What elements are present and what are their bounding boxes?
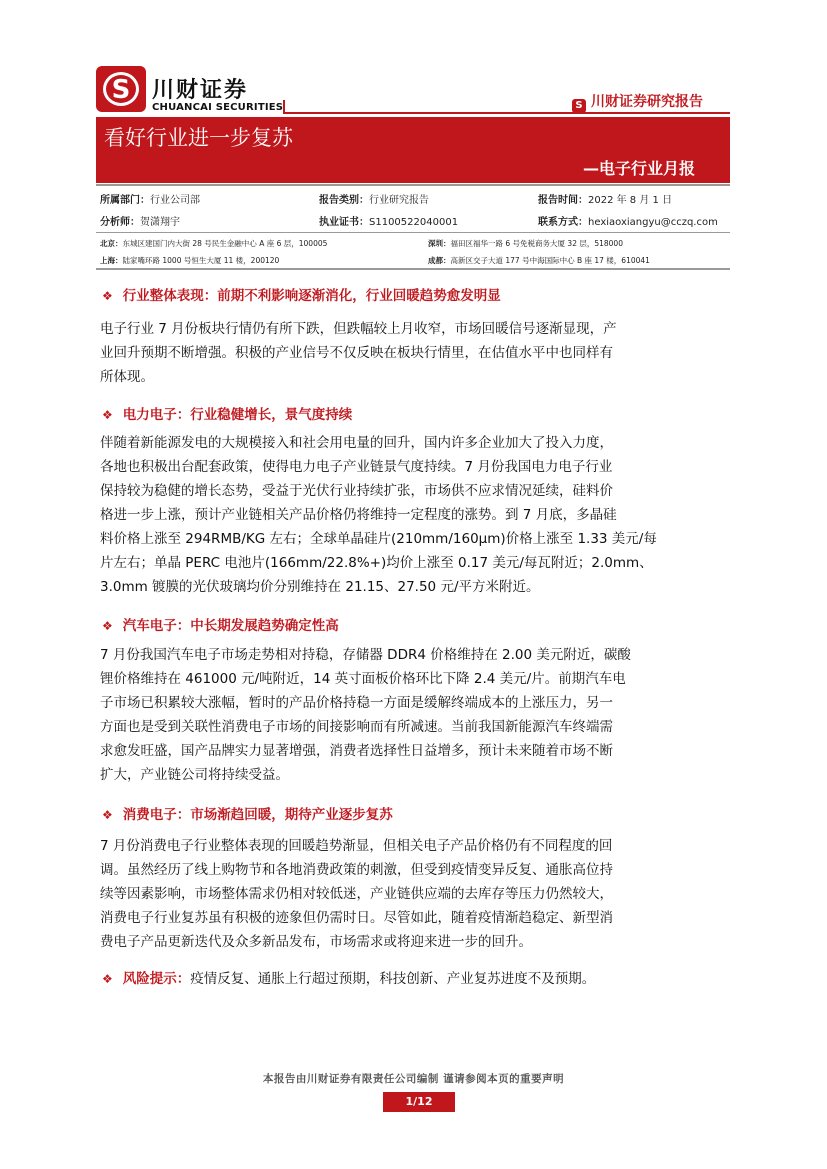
section-body-consumer xyxy=(100,834,728,954)
brand-name-cn: 川财证券 xyxy=(152,78,249,103)
risk-label: 风险提示： xyxy=(122,971,191,987)
address-city: 上海： xyxy=(100,256,123,265)
address-shenzhen xyxy=(428,238,623,249)
diamond-bullet-icon: ❖ xyxy=(102,972,113,986)
risk-text: 疫情反复、通胀上行超过预期，科技创新、产业复苏进度不及预期。 xyxy=(190,971,596,987)
contact-field xyxy=(538,213,718,228)
body-line: 保持较为稳健的增长态势，受益于光伏行业持续扩张，市场供不应求情况延续，硅料价 xyxy=(100,483,613,499)
risk-note xyxy=(102,967,595,987)
section-body-power xyxy=(100,431,728,599)
dept-label: 所属部门： xyxy=(100,195,150,206)
info-separator xyxy=(96,232,730,233)
cert-label: 执业证书： xyxy=(319,217,369,228)
address-beijing xyxy=(100,238,327,249)
body-line: 电子行业 7 月份板块行情仍有所下跌，但跌幅较上月收窄，市场回暖信号逐渐显现，产 xyxy=(100,321,617,337)
address-city: 深圳： xyxy=(428,239,451,248)
time-value: 2022 年 8 月 1 日 xyxy=(588,195,673,206)
logo-mini-icon: S xyxy=(572,99,586,113)
body-line: 片左右；单晶 PERC 电池片(166mm/22.8%+)均价上涨至 0.17 美元/每瓦附近；2.0mm、 xyxy=(100,555,653,571)
body-line: 伴随着新能源发电的大规模接入和社会用电量的回升，国内许多企业加大了投入力度， xyxy=(100,435,613,451)
type-label: 报告类别： xyxy=(319,195,369,206)
body-line: 所体现。 xyxy=(100,369,154,385)
report-tag xyxy=(572,91,703,113)
address-city: 成都： xyxy=(428,256,451,265)
diamond-bullet-icon: ❖ xyxy=(102,289,113,303)
section-heading-power xyxy=(102,403,352,423)
body-line: 消费电子行业复苏虽有积极的迹象但仍需时日。尽管如此，随着疫情渐趋稳定、新型消 xyxy=(100,910,613,926)
report-subtitle: —电子行业月报 xyxy=(583,159,696,178)
address-city: 北京： xyxy=(100,239,123,248)
body-line: 续等因素影响，市场整体需求仍相对较低迷，产业链供应端的去库存等压力仍然较大， xyxy=(100,886,613,902)
footer-disclaimer: 本报告由川财证券有限责任公司编制 谨请参阅本页的重要声明 xyxy=(262,1073,565,1085)
analyst-value: 贺潇翔宇 xyxy=(140,217,180,228)
time-field xyxy=(538,191,672,206)
section-heading-text: 电力电子：行业稳健增长，景气度持续 xyxy=(122,407,353,423)
brand-name-en: CHUANCAI SECURITIES xyxy=(152,102,284,113)
body-line: 方面也是受到关联性消费电子市场的间接影响而有所减速。当前我国新能源汽车终端需 xyxy=(100,719,613,735)
address-shanghai xyxy=(100,255,279,266)
section-body-auto xyxy=(100,643,728,787)
section-heading-industry xyxy=(102,284,501,304)
diamond-bullet-icon: ❖ xyxy=(102,808,113,822)
contact-value[interactable]: hexiaoxiangyu@cczq.com xyxy=(588,217,718,228)
address-text: 东城区建国门内大街 28 号民生金融中心 A 座 6 层，100005 xyxy=(122,239,328,248)
body-line: 调。虽然经历了线上购物节和各地消费政策的刺激，但受到疫情变异反复、通胀高位持 xyxy=(100,862,613,878)
info-top-rule xyxy=(96,184,730,186)
body-line: 锂价格维持在 461000 元/吨附近，14 英寸面板价格环比下降 2.4 美元/片。前期汽车电 xyxy=(100,671,626,687)
body-line: 费电子产品更新迭代及众多新品发布，市场需求或将迎来进一步的回升。 xyxy=(100,934,532,950)
body-line: 7 月份我国汽车电子市场走势相对持稳，存储器 DDR4 价格维持在 2.00 美元附近，碳酸 xyxy=(100,647,631,663)
address-text: 福田区福华一路 6 号免税商务大厦 32 层，518000 xyxy=(450,239,623,248)
body-line: 7 月份消费电子行业整体表现的回暖趋势渐显，但相关电子产品价格仍有不同程度的回 xyxy=(100,838,613,854)
type-value: 行业研究报告 xyxy=(369,195,429,206)
time-label: 报告时间： xyxy=(538,195,588,206)
logo-s-icon: S xyxy=(111,75,131,105)
analyst-label: 分析师： xyxy=(100,217,140,228)
section-heading-text: 行业整体表现：前期不利影响逐渐消化，行业回暖趋势愈发明显 xyxy=(122,288,501,304)
section-heading-text: 消费电子：市场渐趋回暖，期待产业逐步复苏 xyxy=(122,807,393,823)
analyst-field xyxy=(100,213,180,228)
section-heading-text: 汽车电子：中长期发展趋势确定性高 xyxy=(122,618,339,634)
body-line: 料价格上涨至 294RMB/KG 左右；全球单晶硅片(210mm/160μm)价格上涨至 1.33 美元/每 xyxy=(100,531,657,547)
section-body-industry xyxy=(100,317,728,389)
body-line: 3.0mm 镀膜的光伏玻璃均价分别维持在 21.15、27.50 元/平方米附近。 xyxy=(100,579,540,595)
section-heading-auto xyxy=(102,614,339,634)
info-bottom-rule xyxy=(96,268,730,270)
body-line: 业回升预期不断增强。积极的产业信号不仅反映在板块行情里，在估值水平中也同样有 xyxy=(100,345,613,361)
body-line: 格进一步上涨，预计产业链相关产品价格仍将维持一定程度的涨势。到 7 月底，多晶硅 xyxy=(100,507,617,523)
address-chengdu xyxy=(428,255,650,266)
section-heading-consumer xyxy=(102,803,393,823)
report-tag-text: 川财证券研究报告 xyxy=(591,94,703,110)
body-line: 扩大，产业链公司将持续受益。 xyxy=(100,767,289,783)
dept-field xyxy=(100,191,200,206)
contact-label: 联系方式： xyxy=(538,217,588,228)
cert-field xyxy=(319,213,458,228)
address-text: 高新区交子大道 177 号中海国际中心 B 座 17 楼，610041 xyxy=(450,256,650,265)
body-line: 子市场已积累较大涨幅，暂时的产品价格持稳一方面是缓解终端成本的上涨压力，另一 xyxy=(100,695,613,711)
body-line: 求愈发旺盛，国产品牌实力显著增强，消费者选择性日益增多，预计未来随着市场不断 xyxy=(100,743,613,759)
page-number: 1/12 xyxy=(383,1092,455,1112)
address-text: 陆家嘴环路 1000 号恒生大厦 11 楼，200120 xyxy=(122,256,280,265)
report-title: 看好行业进一步复苏 xyxy=(104,126,293,150)
type-field xyxy=(319,191,429,206)
dept-value: 行业公司部 xyxy=(150,195,200,206)
body-line: 各地也积极出台配套政策，使得电力电子产业链景气度持续。7 月份我国电力电子行业 xyxy=(100,459,613,475)
diamond-bullet-icon: ❖ xyxy=(102,408,113,422)
cert-value: S1100522040001 xyxy=(369,217,459,228)
diamond-bullet-icon: ❖ xyxy=(102,619,113,633)
